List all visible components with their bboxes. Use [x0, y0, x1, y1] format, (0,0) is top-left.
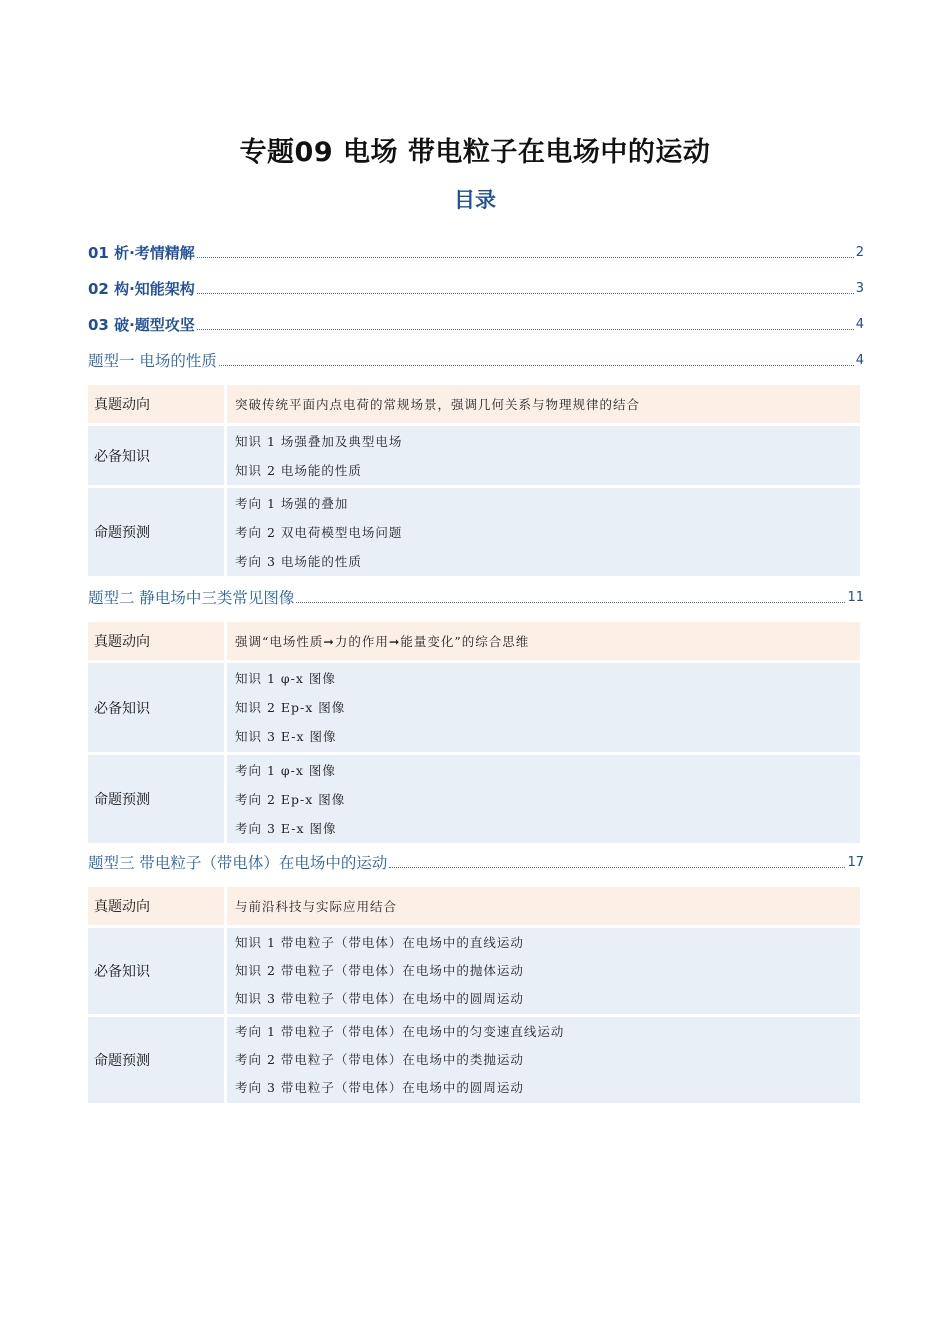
toc-leader-dots [389, 867, 845, 868]
table-row [88, 755, 860, 843]
toc-leader-dots [197, 257, 854, 258]
content-line: 知识 1 φ-x 图像 [235, 671, 336, 686]
content-line: 强调“电场性质➞力的作用➞能量变化”的综合思维 [235, 633, 530, 649]
toc-entry-analysis[interactable] [88, 240, 864, 262]
row-content [227, 887, 860, 925]
content-line: 知识 3 E-x 图像 [235, 729, 337, 744]
content-line: 知识 3 带电粒子（带电体）在电场中的圆周运动 [235, 991, 524, 1006]
toc-entry-type-3[interactable] [88, 850, 864, 872]
content-line: 考向 3 E-x 图像 [235, 820, 337, 836]
toc-leader-dots [219, 365, 854, 366]
toc-entry-type-1[interactable] [88, 348, 864, 370]
row-key: 真题动向 [88, 887, 224, 925]
content-line: 知识 2 Ep-x 图像 [235, 700, 346, 715]
toc-entry-label: 题型二 静电场中三类常见图像 [88, 589, 295, 607]
content-line: 突破传统平面内点电荷的常规场景，强调几何关系与物理规律的结合 [235, 396, 641, 412]
content-line: 知识 1 场强叠加及典型电场 [235, 433, 403, 449]
row-key: 命题预测 [88, 488, 224, 576]
row-key: 真题动向 [88, 385, 224, 423]
toc-leader-dots [197, 293, 854, 294]
row-key: 真题动向 [88, 622, 224, 660]
toc-page-number: 4 [855, 317, 864, 332]
section-1-table [85, 382, 863, 579]
content-line: 考向 1 φ-x 图像 [235, 762, 336, 778]
content-line: 知识 2 带电粒子（带电体）在电场中的抛体运动 [235, 963, 524, 978]
document-title: 专题09 电场 带电粒子在电场中的运动 [239, 137, 711, 168]
table-row [88, 426, 860, 485]
toc-page-number: 11 [847, 590, 864, 605]
content-line: 知识 1 带电粒子（带电体）在电场中的直线运动 [235, 935, 524, 950]
content-line: 考向 2 Ep-x 图像 [235, 791, 346, 807]
content-line: 考向 2 带电粒子（带电体）在电场中的类抛运动 [235, 1052, 524, 1067]
toc-heading: 目录 [454, 188, 496, 212]
toc-page-number: 4 [855, 353, 864, 368]
toc-entry-label: 02 构·知能架构 [88, 280, 195, 298]
toc-entry-breakthrough[interactable] [88, 312, 864, 334]
row-content [227, 928, 860, 1014]
content-line: 考向 1 场强的叠加 [235, 495, 349, 511]
row-key: 必备知识 [88, 663, 224, 752]
table-row [88, 385, 860, 423]
row-content [227, 488, 860, 576]
row-key: 必备知识 [88, 426, 224, 485]
row-key: 命题预测 [88, 1017, 224, 1103]
toc-leader-dots [296, 602, 845, 603]
section-3-table [85, 884, 863, 1106]
toc-leader-dots [197, 329, 854, 330]
row-content [227, 1017, 860, 1103]
toc-entry-type-2[interactable] [88, 585, 864, 607]
toc-page-number: 17 [847, 855, 864, 870]
content-line: 考向 3 电场能的性质 [235, 553, 362, 569]
toc-entry-label: 01 析·考情精解 [88, 244, 195, 262]
table-row [88, 887, 860, 925]
content-line: 与前沿科技与实际应用结合 [235, 898, 398, 914]
row-content [227, 663, 860, 752]
row-key: 命题预测 [88, 755, 224, 843]
content-line: 考向 2 双电荷模型电场问题 [235, 524, 403, 540]
table-row [88, 622, 860, 660]
content-line: 知识 2 电场能的性质 [235, 462, 362, 478]
row-content [227, 385, 860, 423]
content-line: 考向 3 带电粒子（带电体）在电场中的圆周运动 [235, 1080, 524, 1095]
toc-entry-framework[interactable] [88, 276, 864, 298]
table-row [88, 1017, 860, 1103]
table-row [88, 928, 860, 1014]
table-row [88, 663, 860, 752]
table-row [88, 488, 860, 576]
toc-entry-label: 题型一 电场的性质 [88, 352, 217, 370]
toc-entry-label: 题型三 带电粒子（带电体）在电场中的运动 [88, 854, 388, 872]
toc-page-number: 2 [855, 245, 864, 260]
row-content [227, 755, 860, 843]
toc-entry-label: 03 破·题型攻坚 [88, 316, 195, 334]
content-line: 考向 1 带电粒子（带电体）在电场中的匀变速直线运动 [235, 1024, 565, 1039]
row-content [227, 622, 860, 660]
row-content [227, 426, 860, 485]
section-2-table [85, 619, 863, 846]
row-key: 必备知识 [88, 928, 224, 1014]
toc-page-number: 3 [855, 281, 864, 296]
